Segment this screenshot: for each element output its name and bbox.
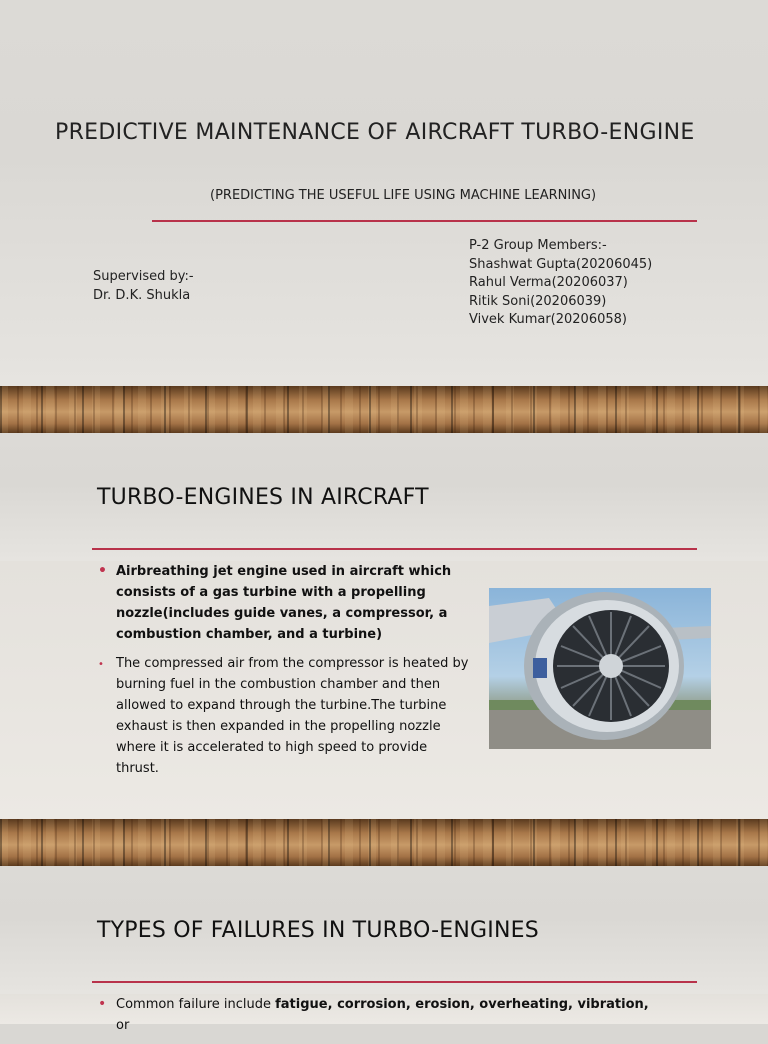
- slide-header: [0, 866, 768, 994]
- bullet-icon: •: [98, 659, 104, 670]
- slide-title: PREDICTIVE MAINTENANCE OF AIRCRAFT TURBO-ENGINE: [55, 120, 695, 145]
- wood-floor-divider: [0, 819, 768, 866]
- wood-floor-divider: [0, 386, 768, 433]
- member-name: Rahul Verma(20206037): [469, 275, 628, 290]
- list-item: [98, 561, 473, 645]
- bullet-text: Common failure include: [116, 997, 276, 1012]
- group-members: [469, 237, 652, 330]
- member-name: Shashwat Gupta(20206045): [469, 256, 653, 272]
- bullet-list: [98, 994, 658, 1044]
- supervisor-block: [93, 268, 194, 305]
- supervisor-heading: Supervised by:-: [93, 269, 194, 284]
- list-item: [98, 994, 658, 1036]
- bullet-text: Airbreathing jet engine used in aircraft which consists of a gas turbine with a propelling nozzle(includes guide vanes, a compressor, a combustion chamber, and a turbine): [116, 564, 452, 642]
- bullet-text: or: [116, 1018, 130, 1033]
- title-divider: [152, 220, 697, 222]
- jet-engine-photo-icon: [489, 588, 711, 749]
- slide-title: TURBO-ENGINES IN AIRCRAFT: [97, 485, 429, 510]
- bullet-icon: •: [98, 996, 107, 1012]
- title-divider: [92, 981, 697, 983]
- list-item: [98, 653, 473, 779]
- title-divider: [92, 548, 697, 550]
- slide-subtitle: (PREDICTING THE USEFUL LIFE USING MACHINE LEARNING): [210, 188, 597, 203]
- title-slide: [0, 0, 768, 386]
- member-name: Ritik Soni(20206039): [469, 293, 607, 309]
- bullet-list: [98, 561, 473, 787]
- bullet-text-bold: fatigue, corrosion, erosion, overheating, vibration,: [275, 997, 649, 1012]
- bullet-text: The compressed air from the compressor is heated by burning fuel in the combustion chamber and then allowed to expand through the turbine.The turbine exhaust is then expanded in the propelling nozzle where it is accelerated to high speed to provide thrust.: [116, 656, 469, 776]
- bullet-icon: •: [98, 563, 107, 579]
- slide-content: [0, 994, 768, 1033]
- supervisor-name: Dr. D.K. Shukla: [93, 287, 191, 303]
- member-name: Vivek Kumar(20206058): [469, 312, 627, 327]
- slide-title: TYPES OF FAILURES IN TURBO-ENGINES: [97, 918, 539, 943]
- slide-header: [0, 433, 768, 561]
- members-heading: P-2 Group Members:-: [469, 238, 607, 253]
- jet-engine-illustration: [489, 588, 711, 749]
